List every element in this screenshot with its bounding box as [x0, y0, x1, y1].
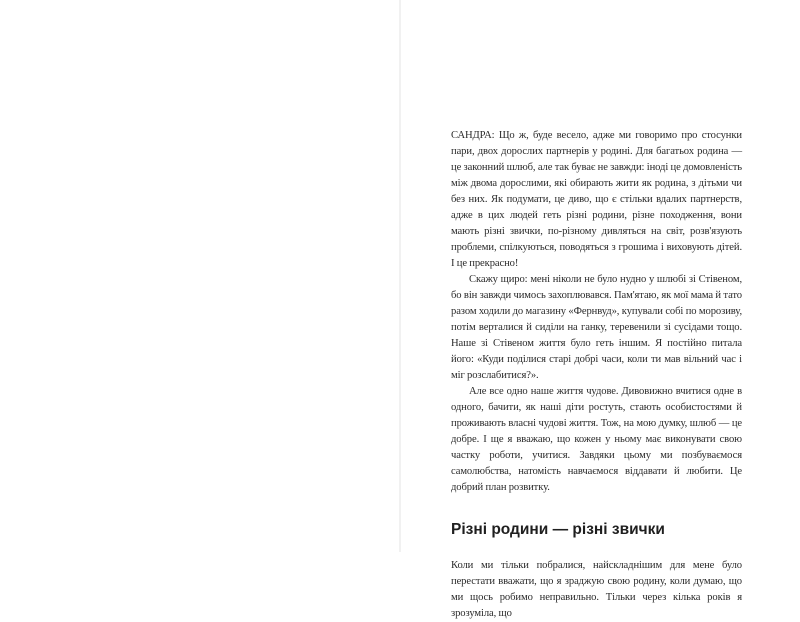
paragraph-boredom: Скажу щиро: мені ніколи не було нудно у шлюбі зі Стівеном, бо він завжди чимось захоплювався. Пам'ятаю, як мої мама й тато разом ходили до магазину «Фернвуд», купували собі по морозиву, потім верталися й сиділи на ганку, теревенили зі сусідами тощо. Наше зі Стівеном життя було геть іншим. Я постійно питала його: «Куди поділися старі добрі часи, коли ти мав вільний час і міг розслабитися?».: [451, 274, 742, 381]
page-text-block: [451, 128, 742, 622]
section-heading: Різні родини — різні звички: [451, 521, 665, 538]
left-page-blank: [0, 0, 399, 552]
paragraph-sandra-intro: САНДРА: Що ж, буде весело, адже ми говоримо про стосунки пари, двох дорослих партнерів у родині. Для багатьох родина — це законний шлюб, але так буває не завжди: іноді це домовленість між двома дорослими, які обирають жити як родина, з дітьми чи без них. Як подумати, це диво, що є стільки вдалих партнерств, адже в цих людей геть різні родини, різне походження, вони мають різні звички, по-різному дивляться на світ, розв'язують проблеми, спілкуються, поводяться з грошима і виховують дітей. І це прекрасно!: [451, 130, 742, 269]
paragraph-after-heading: Коли ми тільки побралися, найскладнішим для мене було перестати вважати, що я зраджую свою родину, коли думаю, що ми щось робимо неправильно. Тільки через кілька років я зрозуміла, що: [451, 560, 742, 619]
paragraph-life-wonderful: Але все одно наше життя чудове. Дивовижно вчитися одне в одного, бачити, як наші діти ростуть, стають особистостями й проживають власні чудові життя. Тож, на мою думку, шлюб — це добре. І ще я вважаю, що кожен у ньому має виконувати свою частку роботи, учитися. Завдяки цьому ми позбуваємося самолюбства, натомість навчаємося віддавати й любити. Це добрий план розвитку.: [451, 386, 742, 493]
